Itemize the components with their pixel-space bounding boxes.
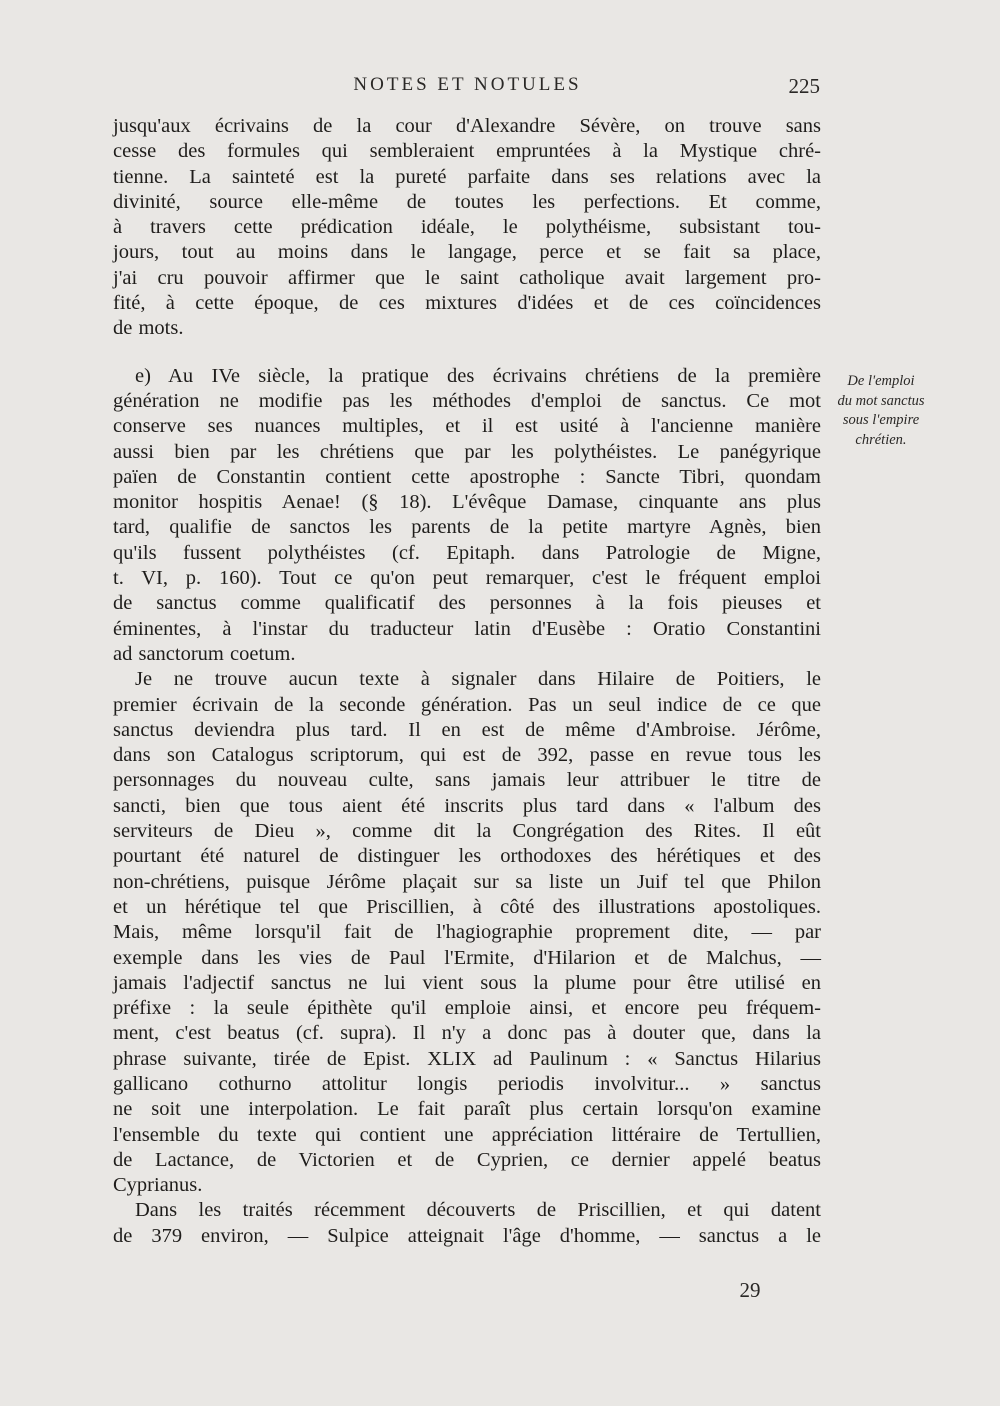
- margin-note-line: du mot sanctus: [837, 392, 925, 409]
- text-line: gallicano cothurno attolitur longis periodis involvitur... » sanctus: [113, 1072, 821, 1095]
- text-line: aussi bien par les chrétiens que par les polythéistes. Le panégyrique: [113, 440, 821, 463]
- text-line: pourtant été naturel de distinguer les orthodoxes des hérétiques et des: [113, 845, 821, 868]
- text-line: de 379 environ, — Sulpice atteignait l'âge d'homme, — sanctus a le: [113, 1224, 821, 1247]
- text-line: monitor hospitis Aenae! (§ 18). L'évêque Damase, cinquante ans plus: [113, 491, 821, 514]
- text-line: non-chrétiens, puisque Jérôme plaçait sur sa liste un Juif tel que Philon: [113, 870, 821, 893]
- text-line: qu'ils fussent polythéistes (cf. Epitaph. dans Patrologie de Migne,: [113, 541, 821, 564]
- text-line: l'ensemble du texte qui contient une appréciation littéraire de Tertullien,: [113, 1123, 821, 1146]
- text-line: dans son Catalogus scriptorum, qui est de 392, passe en revue tous les: [113, 744, 821, 767]
- text-line: préfixe : la seule épithète qu'il emploie ainsi, et encore peu fréquem-: [113, 997, 821, 1020]
- text-line: ment, c'est beatus (cf. supra). Il n'y a donc pas à douter que, dans la: [113, 1022, 821, 1045]
- text-line: fité, à cette époque, de ces mixtures d'idées et de ces coïncidences: [113, 292, 821, 315]
- text-line: éminentes, à l'instar du traducteur latin d'Eusèbe : Oratio Constantini: [113, 617, 821, 640]
- text-line: de Lactance, de Victorien et de Cyprien, ce dernier appelé beatus: [113, 1148, 821, 1171]
- margin-note-line: sous l'empire: [842, 412, 920, 428]
- page-number: 225: [788, 74, 820, 98]
- text-line: ad sanctorum coetum.: [113, 642, 296, 665]
- text-line: de sanctus comme qualificatif des personnes à la fois pieuses et: [113, 592, 821, 615]
- text-line: premier écrivain de la seconde génération. Pas un seul indice de ce que: [113, 693, 821, 716]
- text-line: génération ne modifie pas les méthodes d'emploi de sanctus. Ce mot: [113, 389, 821, 412]
- text-line: à travers cette prédication idéale, le polythéisme, subsistant tou-: [113, 216, 821, 239]
- margin-note-line: De l'emploi: [847, 373, 915, 389]
- running-title: NOTES ET NOTULES: [353, 74, 582, 95]
- text-line: t. VI, p. 160). Tout ce qu'on peut remarquer, c'est le fréquent emploi: [113, 567, 821, 590]
- text-line: Mais, même lorsqu'il fait de l'hagiographie proprement dite, — par: [113, 921, 821, 944]
- text-line: conserve ses nuances multiples, et il est usité à l'ancienne manière: [113, 415, 821, 438]
- text-line: Je ne trouve aucun texte à signaler dans Hilaire de Poitiers, le: [135, 668, 821, 691]
- text-line: j'ai cru pouvoir affirmer que le saint catholique avait largement pro-: [113, 266, 821, 289]
- text-line: tienne. La sainteté est la pureté parfaite dans ses relations avec la: [113, 165, 821, 188]
- text-line: Dans les traités récemment découverts de Priscillien, et qui datent: [135, 1199, 821, 1222]
- text-line: et un hérétique tel que Priscillien, à côté des illustrations apostoliques.: [113, 895, 821, 918]
- text-line: exemple dans les vies de Paul l'Ermite, d'Hilarion et de Malchus, —: [113, 946, 821, 969]
- text-line: ne soit une interpolation. Le fait paraît plus certain lorsqu'on examine: [113, 1098, 821, 1121]
- text-line: sanctus deviendra plus tard. Il en est de même d'Ambroise. Jérôme,: [113, 718, 821, 741]
- text-line: personnages du nouveau culte, sans jamais leur attribuer le titre de: [113, 769, 821, 792]
- text-line: jusqu'aux écrivains de la cour d'Alexandre Sévère, on trouve sans: [113, 115, 821, 137]
- text-line: phrase suivante, tirée de Epist. XLIX ad Paulinum : « Sanctus Hilarius: [113, 1047, 821, 1070]
- text-line: païen de Constantin contient cette apostrophe : Sancte Tibri, quondam: [113, 465, 821, 488]
- text-line: cesse des formules qui sembleraient empruntées à la Mystique chré-: [113, 140, 821, 163]
- text-line: jamais l'adjectif sanctus ne lui vient sous la plume pour être utilisé en: [113, 971, 821, 994]
- text-line: serviteurs de Dieu », comme dit la Congrégation des Rites. Il eût: [113, 820, 821, 843]
- text-line: jours, tout au moins dans le langage, perce et se fait sa place,: [113, 241, 821, 264]
- signature-mark: 29: [739, 1278, 761, 1302]
- margin-note-line: chrétien.: [855, 431, 907, 448]
- text-line: divinité, source elle-même de toutes les perfections. Et comme,: [113, 190, 821, 213]
- page-header: [115, 74, 820, 102]
- margin-note: [826, 372, 936, 450]
- text-line: de mots.: [113, 317, 184, 340]
- text-line: Cyprianus.: [113, 1174, 203, 1197]
- body-text: [113, 114, 821, 1249]
- text-line: tard, qualifie de sanctos les parents de la petite martyre Agnès, bien: [113, 516, 821, 539]
- text-line: e) Au IVe siècle, la pratique des écrivains chrétiens de la première: [135, 364, 821, 387]
- text-line: sancti, bien que tous aient été inscrits plus tard dans « l'album des: [113, 794, 821, 817]
